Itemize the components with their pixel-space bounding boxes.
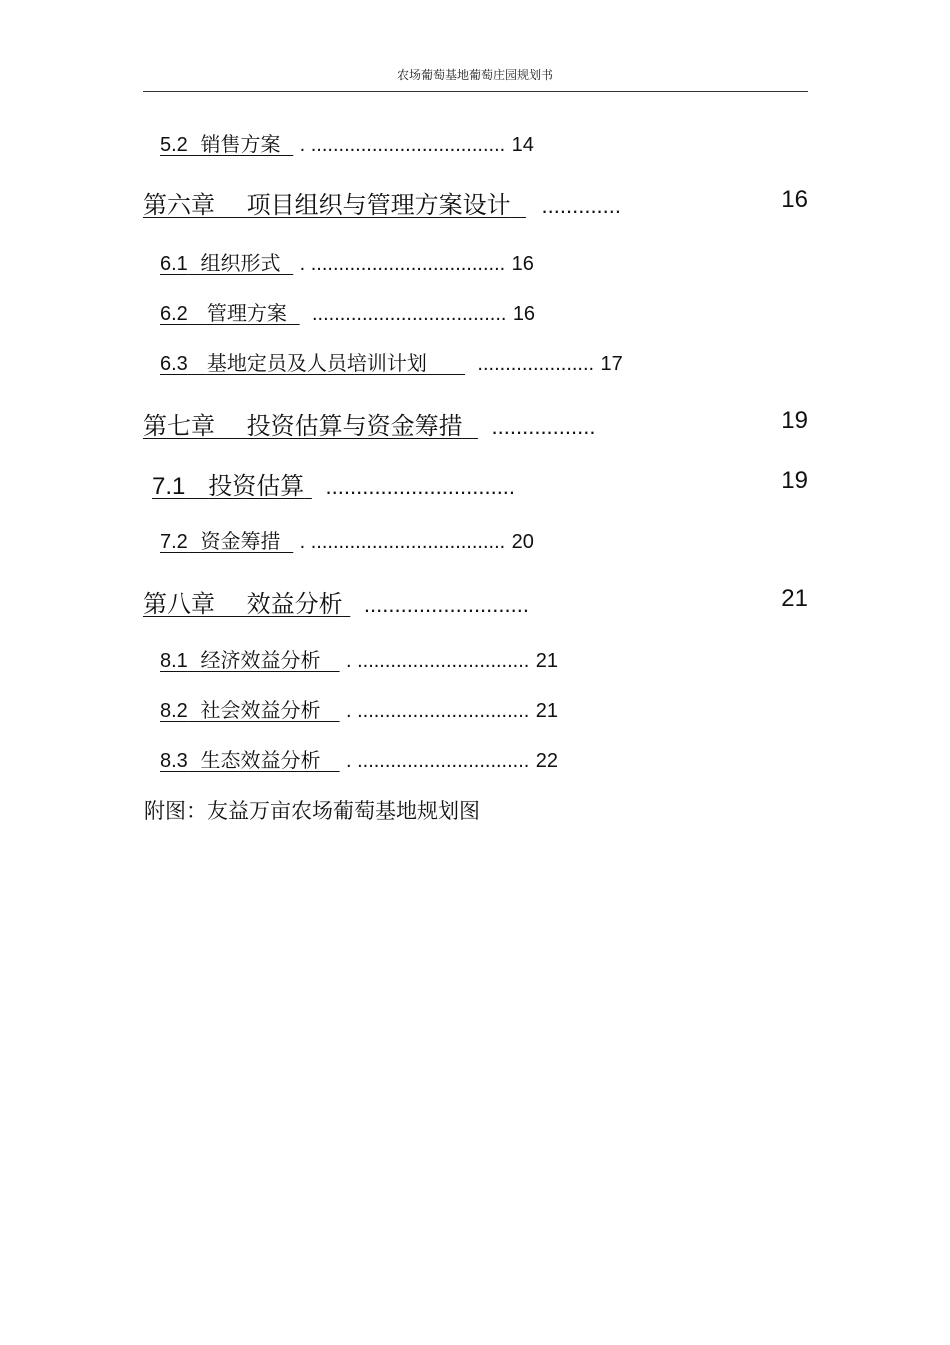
- header-divider: [143, 91, 808, 92]
- toc-number: 6.1: [160, 253, 188, 275]
- toc-number: 8.2: [160, 700, 188, 722]
- toc-page: 16: [511, 253, 534, 275]
- toc-entry-8-1[interactable]: [160, 644, 558, 673]
- toc-number: 6.3: [160, 353, 188, 375]
- toc-leader: . ...................................: [299, 253, 506, 275]
- toc-leader: . ...............................: [345, 700, 530, 722]
- toc-page: 21: [535, 650, 558, 672]
- toc-number: 8.3: [160, 750, 188, 772]
- toc-page: 16: [512, 303, 536, 325]
- toc-leader: .....................: [477, 353, 595, 375]
- toc-title: 管理方案: [206, 301, 287, 325]
- toc-chapter-6[interactable]: [143, 185, 621, 220]
- toc-title: 社会效益分析: [200, 698, 321, 722]
- toc-chapter-page: 19: [781, 407, 808, 434]
- toc-title: 资金筹措: [200, 529, 281, 553]
- toc-page: 14: [511, 134, 534, 156]
- toc-leader: ...................................: [311, 303, 507, 325]
- toc-chapter-page: 16: [781, 186, 808, 213]
- toc-entry-5-2[interactable]: [160, 128, 534, 157]
- toc-page: 20: [511, 531, 534, 553]
- toc-entry-8-2[interactable]: [160, 694, 558, 723]
- toc-page: 17: [600, 353, 623, 375]
- running-header: 农场葡萄基地葡萄庄园规划书: [396, 68, 553, 82]
- toc-chapter-page: 21: [781, 585, 808, 612]
- toc-number: 6.2: [160, 303, 188, 325]
- toc-leader: .................: [491, 414, 596, 439]
- toc-page: 21: [535, 700, 558, 722]
- toc-leader: . ...............................: [345, 650, 530, 672]
- toc-entry-6-2[interactable]: [160, 297, 535, 326]
- appendix-line: 附图：友益万亩农场葡萄基地规划图: [144, 799, 480, 823]
- toc-page: 22: [535, 750, 558, 772]
- toc-leader: . ...................................: [299, 531, 506, 553]
- toc-chapter-title: 第六章 项目组织与管理方案设计: [143, 191, 511, 219]
- toc-entry-8-3[interactable]: [160, 744, 558, 773]
- toc-chapter-title: 第八章 效益分析: [143, 590, 343, 618]
- toc-leader: . ...............................: [345, 750, 530, 772]
- toc-title: 销售方案: [200, 132, 281, 156]
- toc-leader: .............: [541, 193, 622, 218]
- toc-title: 投资估算: [208, 472, 305, 500]
- toc-leader: . ...................................: [299, 134, 506, 156]
- toc-entry-7-1[interactable]: [152, 466, 515, 501]
- toc-number: 7.1: [152, 473, 186, 500]
- toc-number: 5.2: [160, 134, 188, 156]
- toc-entry-7-2[interactable]: [160, 525, 534, 554]
- toc-chapter-7[interactable]: [143, 406, 595, 441]
- toc-number: 7.2: [160, 531, 188, 553]
- toc-title: 经济效益分析: [200, 648, 321, 672]
- toc-title: 生态效益分析: [200, 748, 321, 772]
- toc-title: 组织形式: [200, 251, 281, 275]
- toc-leader: ...........................: [363, 592, 529, 617]
- toc-leader: ...............................: [325, 474, 516, 499]
- toc-chapter-8[interactable]: [143, 584, 529, 619]
- toc-title: 基地定员及人员培训计划: [206, 351, 427, 375]
- toc-number: 8.1: [160, 650, 188, 672]
- toc-entry-7-1-page: 19: [781, 467, 808, 494]
- toc-entry-6-1[interactable]: [160, 247, 534, 276]
- toc-entry-6-3[interactable]: [160, 347, 623, 376]
- toc-chapter-title: 第七章 投资估算与资金筹措: [143, 412, 463, 440]
